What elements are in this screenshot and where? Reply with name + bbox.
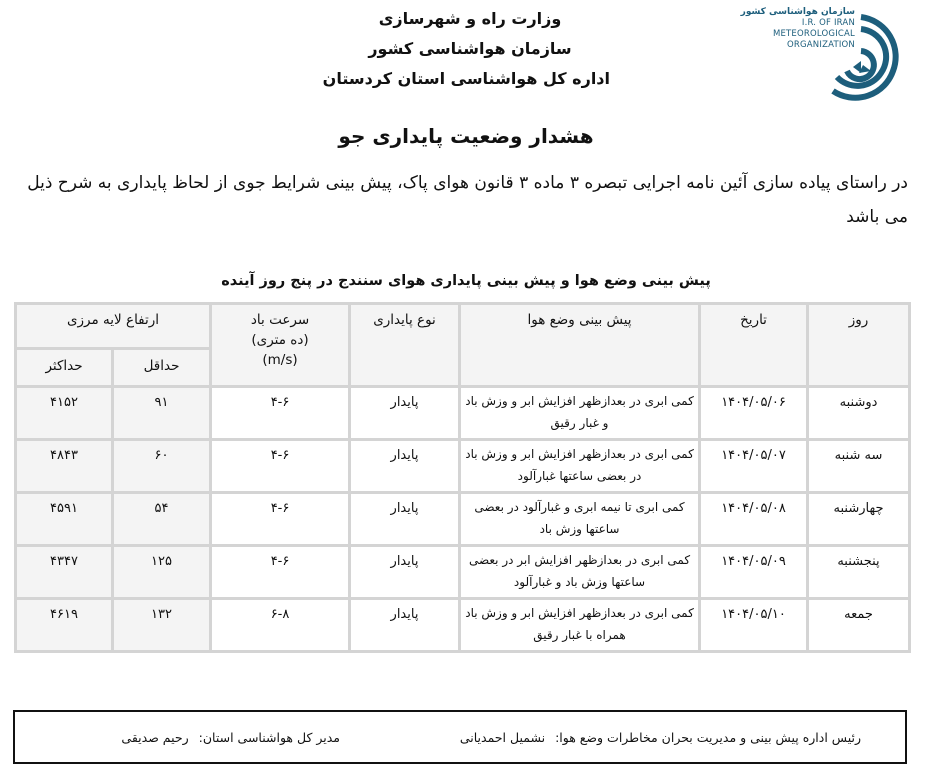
cell-date: ۱۴۰۴/۰۵/۰۸ bbox=[700, 493, 808, 546]
cell-date: ۱۴۰۴/۰۵/۱۰ bbox=[700, 599, 808, 652]
header-forecast: پیش بینی وضع هوا bbox=[460, 304, 700, 387]
organization-header bbox=[322, 4, 610, 94]
header-stability: نوع پایداری bbox=[350, 304, 460, 387]
intro-paragraph: در راستای پیاده سازی آئین نامه اجرایی تبصره ۳ ماده ۳ قانون هوای پاک، پیش بینی شرایط جوی از لحاظ پایداری به شرح ذیل می باشد bbox=[27, 173, 908, 227]
cell-day: دوشنبه bbox=[808, 387, 910, 440]
cell-forecast: کمی ابری تا نیمه ابری و غبارآلود در بعضی ساعتها وزش باد bbox=[460, 493, 700, 546]
cell-day: چهارشنبه bbox=[808, 493, 910, 546]
cell-min: ۹۱ bbox=[113, 387, 211, 440]
table-row bbox=[16, 493, 910, 546]
cell-forecast: کمی ابری در بعدازظهر افزایش ابر و وزش باد در بعضی ساعتها غبارآلود bbox=[460, 440, 700, 493]
cell-stability: پایدار bbox=[350, 440, 460, 493]
cell-max: ۴۸۴۳ bbox=[16, 440, 113, 493]
document-title: هشدار وضعیت پایداری جو bbox=[338, 124, 594, 148]
table-row bbox=[16, 546, 910, 599]
cell-max: ۴۶۱۹ bbox=[16, 599, 113, 652]
cell-min: ۵۴ bbox=[113, 493, 211, 546]
signature-director-general bbox=[121, 730, 340, 745]
cell-wind: ۴-۶ bbox=[211, 546, 350, 599]
cell-max: ۴۵۹۱ bbox=[16, 493, 113, 546]
logo-text bbox=[740, 7, 855, 51]
header-day: روز bbox=[808, 304, 910, 387]
cell-stability: پایدار bbox=[350, 599, 460, 652]
logo-text-en-3: ORGANIZATION bbox=[787, 40, 855, 50]
forecast-table bbox=[14, 302, 911, 653]
cell-forecast: کمی ابری در بعدازظهر افزایش ابر و وزش باد همراه با غبار رقیق bbox=[460, 599, 700, 652]
cell-min: ۱۲۵ bbox=[113, 546, 211, 599]
cell-date: ۱۴۰۴/۰۵/۰۹ bbox=[700, 546, 808, 599]
logo-text-en-2: METEOROLOGICAL bbox=[772, 29, 855, 39]
signature-box bbox=[13, 710, 907, 764]
signature-name: رحیم صدیقی bbox=[121, 730, 189, 745]
logo-text-en-1: I.R. OF IRAN bbox=[801, 18, 855, 28]
signature-forecast-head bbox=[460, 730, 861, 745]
cell-day: جمعه bbox=[808, 599, 910, 652]
meteorological-organization-logo bbox=[740, 3, 905, 103]
logo-text-fa: سازمان هواشناسی کشور bbox=[740, 7, 855, 17]
header-wind-line2: (ده متری) bbox=[251, 332, 309, 348]
cell-stability: پایدار bbox=[350, 493, 460, 546]
cell-min: ۱۳۲ bbox=[113, 599, 211, 652]
header-date: تاریخ bbox=[700, 304, 808, 387]
signature-title: رئیس اداره پیش بینی و مدیریت بحران مخاطرات وضع هوا: bbox=[555, 730, 861, 745]
cell-max: ۴۳۴۷ bbox=[16, 546, 113, 599]
table-title: پیش بینی وضع هوا و پیش بینی پایداری هوای سنندج در پنج روز آینده bbox=[221, 273, 711, 289]
cell-max: ۴۱۵۲ bbox=[16, 387, 113, 440]
cell-wind: ۶-۸ bbox=[211, 599, 350, 652]
cell-stability: پایدار bbox=[350, 546, 460, 599]
cell-forecast: کمی ابری در بعدازظهر افزایش ابر در بعضی ساعتها وزش باد و غبارآلود bbox=[460, 546, 700, 599]
cell-day: سه شنبه bbox=[808, 440, 910, 493]
cell-stability: پایدار bbox=[350, 387, 460, 440]
cell-day: پنجشنبه bbox=[808, 546, 910, 599]
header-max: حداکثر bbox=[16, 349, 113, 387]
table-row bbox=[16, 440, 910, 493]
signature-title: مدیر کل هواشناسی استان: bbox=[198, 730, 340, 745]
cell-min: ۶۰ bbox=[113, 440, 211, 493]
header-min: حداقل bbox=[113, 349, 211, 387]
header-wind-speed bbox=[211, 304, 350, 387]
cell-wind: ۴-۶ bbox=[211, 440, 350, 493]
ministry-name: وزارت راه و شهرسازی bbox=[378, 9, 562, 28]
organization-name: سازمان هواشناسی کشور bbox=[368, 39, 572, 58]
cell-wind: ۴-۶ bbox=[211, 493, 350, 546]
cell-wind: ۴-۶ bbox=[211, 387, 350, 440]
table-row bbox=[16, 387, 910, 440]
header-boundary-layer: ارتفاع لایه مرزی bbox=[16, 304, 211, 349]
table-row bbox=[16, 599, 910, 652]
cell-date: ۱۴۰۴/۰۵/۰۷ bbox=[700, 440, 808, 493]
provincial-office-name: اداره کل هواشناسی استان کردستان bbox=[322, 69, 610, 88]
cell-date: ۱۴۰۴/۰۵/۰۶ bbox=[700, 387, 808, 440]
cell-forecast: کمی ابری در بعدازظهر افزایش ابر و وزش باد و غبار رقیق bbox=[460, 387, 700, 440]
signature-name: نشمیل احمدیانی bbox=[459, 730, 546, 745]
header-wind-line1: سرعت باد bbox=[250, 312, 310, 328]
header-wind-line3: (m/s) bbox=[262, 352, 298, 368]
